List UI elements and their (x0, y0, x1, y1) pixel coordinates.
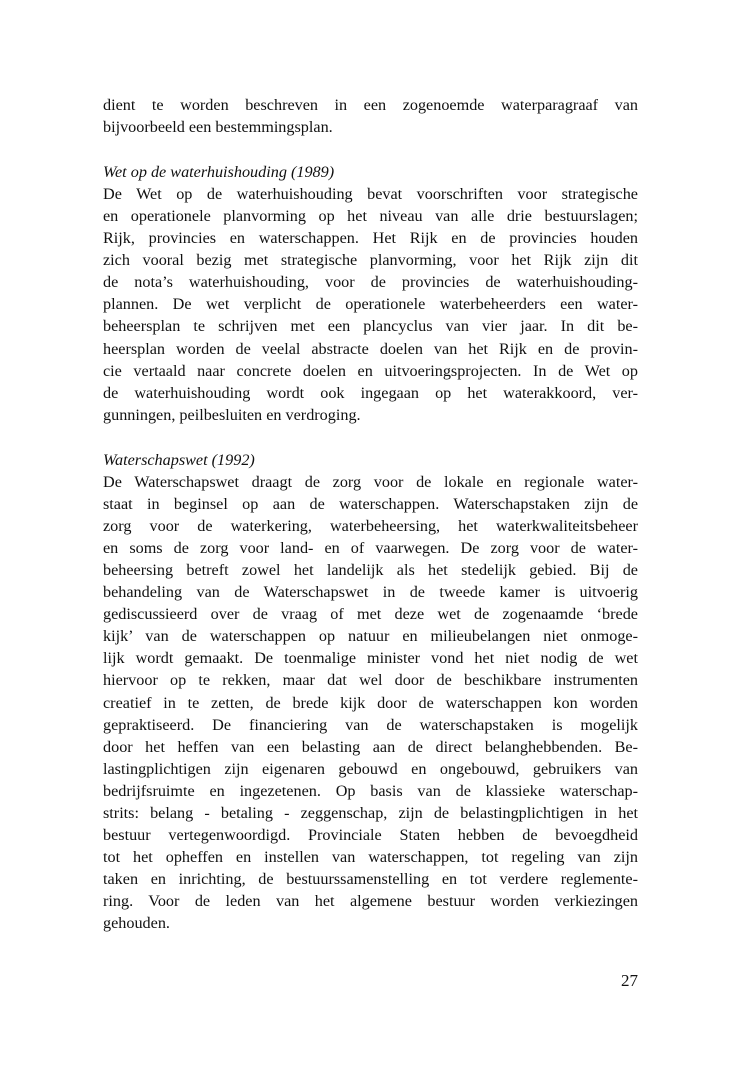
text-line: bijvoorbeeld een bestemmingsplan. (103, 118, 333, 137)
text-line: beheersplan te schrijven met een plancyclus van vier jaar. In dit be- (103, 317, 638, 336)
section-heading: Wet op de waterhuishouding (1989) (103, 162, 335, 181)
text-line: plannen. De wet verplicht de operationele waterbeheerders een water- (103, 295, 638, 314)
text-line: staat in beginsel op aan de waterschappen. Waterschapstaken zijn de (103, 494, 638, 513)
text-line: door het heffen van een belasting aan de direct belanghebbenden. Be- (103, 737, 638, 756)
paragraph-spacer (103, 138, 638, 161)
text-line: zorg voor de waterkering, waterbeheersing, het waterkwaliteitsbeheer (103, 516, 638, 535)
text-line: gehouden. (103, 914, 170, 933)
section-wet-op-de-waterhuishouding (103, 161, 638, 426)
text-line: de nota’s waterhuishouding, voor de provincies de waterhuishouding- (103, 273, 638, 292)
section-waterschapswet (103, 449, 638, 935)
text-line: creatief in te zetten, de brede kijk door de waterschappen kon worden (103, 693, 638, 712)
text-line: taken en inrichting, de bestuurssamenstelling en tot verdere reglemente- (103, 870, 638, 889)
text-line: dient te worden beschreven in een zogenoemde waterparagraaf van (103, 96, 638, 114)
text-line: de waterhuishouding wordt ook ingegaan op het waterakkoord, ver- (103, 383, 638, 402)
text-line: cie vertaald naar concrete doelen en uitvoeringsprojecten. In de Wet op (103, 361, 638, 380)
intro-paragraph (103, 94, 638, 138)
text-line: en soms de zorg voor land- en of vaarwegen. De zorg voor de water- (103, 538, 638, 557)
text-line: behandeling van de Waterschapswet in de tweede kamer is uitvoerig (103, 583, 638, 602)
text-line: lastingplichtigen zijn eigenaren gebouwd en ongebouwd, gebruikers van (103, 759, 638, 778)
text-line: gepraktiseerd. De financiering van de waterschapstaken is mogelijk (103, 715, 638, 734)
text-line: De Waterschapswet draagt de zorg voor de lokale en regionale water- (103, 472, 638, 491)
text-line: heersplan worden de veelal abstracte doelen van het Rijk en de provin- (103, 339, 638, 358)
text-line: gediscussieerd over de vraag of met deze wet de zogenaamde ‘brede (103, 605, 638, 624)
section-heading: Waterschapswet (1992) (103, 450, 255, 469)
text-line: hiervoor op te rekken, maar dat wel door de beschikbare instrumenten (103, 671, 638, 690)
text-line: beheersing betreft zowel het landelijk als het stedelijk gebied. Bij de (103, 560, 638, 579)
text-line: tot het opheffen en instellen van waterschappen, tot regeling van zijn (103, 848, 638, 867)
text-line: De Wet op de waterhuishouding bevat voorschriften voor strategische (103, 184, 638, 203)
text-line: ring. Voor de leden van het algemene bestuur worden verkiezingen (103, 892, 638, 911)
text-line: en operationele planvorming op het niveau van alle drie bestuurslagen; (103, 206, 638, 225)
text-line: bestuur vertegenwoordigd. Provinciale Staten hebben de bevoegdheid (103, 826, 638, 845)
page-number: 27 (621, 971, 638, 990)
text-line: bedrijfsruimte en ingezetenen. Op basis van de klassieke waterschap- (103, 781, 638, 800)
text-line: lijk wordt gemaakt. De toenmalige minister vond het niet nodig de wet (103, 649, 638, 668)
text-line: Rijk, provincies en waterschappen. Het Rijk en de provincies houden (103, 229, 638, 248)
paragraph-spacer (103, 426, 638, 449)
text-line: gunningen, peilbesluiten en verdroging. (103, 405, 361, 424)
page-body (103, 94, 638, 935)
text-line: kijk’ van de waterschappen op natuur en milieubelangen niet onmoge- (103, 627, 638, 646)
text-line: zich vooral bezig met strategische planvorming, voor het Rijk zijn dit (103, 251, 638, 270)
text-line: strits: belang - betaling - zeggenschap, zijn de belastingplichtigen in het (103, 804, 638, 822)
